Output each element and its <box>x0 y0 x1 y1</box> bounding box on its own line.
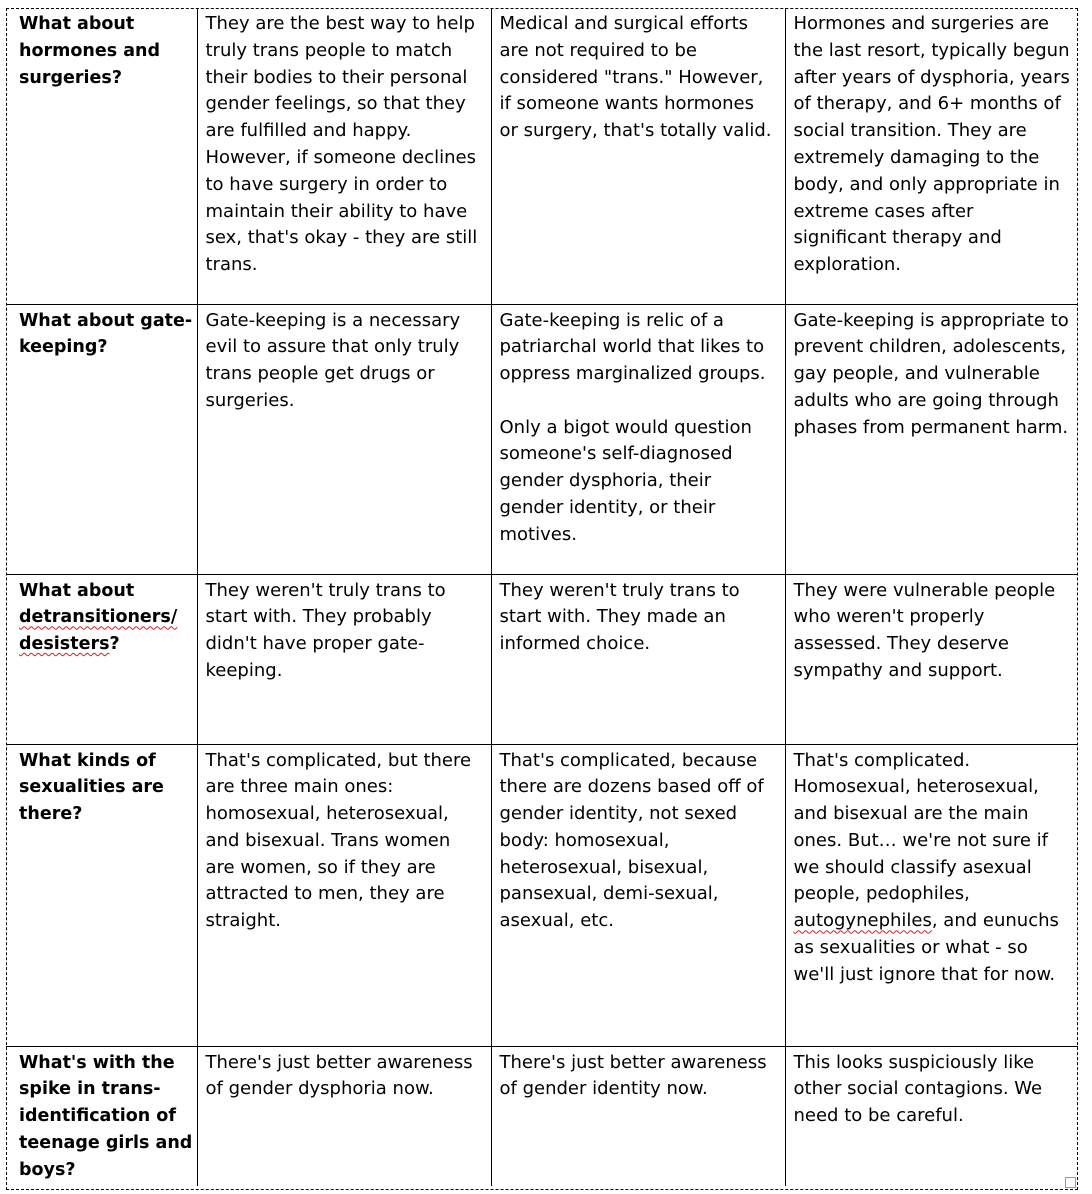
table-row <box>6 8 1078 304</box>
table-cell: Medical and surgical efforts are not required to be considered "trans." However, if someone wants hormones or surgery, that's totally valid. <box>491 8 785 304</box>
comparison-table <box>6 8 1078 1186</box>
table-cell: This looks suspiciously like other social contagions. We need to be careful. <box>785 1046 1078 1186</box>
table-row <box>6 744 1078 1046</box>
document-page <box>6 8 1078 1190</box>
table-cell: They weren't truly trans to start with. They made an informed choice. <box>491 574 785 744</box>
table-cell: They are the best way to help truly trans people to match their bodies to their personal gender feelings, so that they are fulfilled and happy. However, if someone declines to have surgery in order to maintain their ability to have sex, that's okay - they are still trans. <box>197 8 491 304</box>
table-cell: Gate-keeping is a necessary evil to assure that only truly trans people get drugs or surgeries. <box>197 304 491 574</box>
spellcheck-word: autogynephiles <box>793 910 932 932</box>
table-cell: They weren't truly trans to start with. They probably didn't have proper gate-keeping. <box>197 574 491 744</box>
row-question: What's with the spike in trans-identification of teenage girls and boys? <box>6 1046 197 1186</box>
table-cell: That's complicated, but there are three main ones: homosexual, heterosexual, and bisexual. Trans women are women, so if they are attracted to men, they are straight. <box>197 744 491 1046</box>
table-row <box>6 574 1078 744</box>
spellcheck-word: desisters <box>19 634 110 655</box>
table-cell: They were vulnerable people who weren't properly assessed. They deserve sympathy and support. <box>785 574 1078 744</box>
table-cell: Gate-keeping is appropriate to prevent children, adolescents, gay people, and vulnerable adults who are going through phases from permanent harm. <box>785 304 1078 574</box>
row-question: What about detransitioners/ desisters? <box>6 574 197 744</box>
row-question: What about gate-keeping? <box>6 304 197 574</box>
cell-paragraph: Gate-keeping is relic of a patriarchal world that likes to oppress marginalized groups. <box>499 309 766 385</box>
table-cell: Hormones and surgeries are the last resort, typically begun after years of dysphoria, years of therapy, and 6+ months of social transition. They are extremely damaging to the body, and only appropriate in extreme cases after significant therapy and exploration. <box>785 8 1078 304</box>
table-cell: There's just better awareness of gender identity now. <box>491 1046 785 1186</box>
row-question: What about hormones and surgeries? <box>19 14 160 88</box>
table-cell: That's complicated. Homosexual, heterosexual, and bisexual are the main ones. But… we're not sure if we should classify asexual people, pedophiles, autogynephiles, and eunuchs as sexualities or what - so we'll just ignore that for now. <box>785 744 1078 1046</box>
table-cell <box>491 304 785 574</box>
table-row <box>6 304 1078 574</box>
spellcheck-word: detransitioners/ <box>19 607 178 628</box>
row-question: What kinds of sexualities are there? <box>6 744 197 1046</box>
table-cell: That's complicated, because there are dozens based off of gender identity, not sexed body: homosexual, heterosexual, bisexual, pansexual, demi-sexual, asexual, etc. <box>491 744 785 1046</box>
table-cell: There's just better awareness of gender dysphoria now. <box>197 1046 491 1186</box>
cell-paragraph: Only a bigot would question someone's self-diagnosed gender dysphoria, their gender identity, or their motives. <box>499 416 752 545</box>
table-row <box>6 1046 1078 1186</box>
resize-handle[interactable] <box>1065 1177 1076 1188</box>
